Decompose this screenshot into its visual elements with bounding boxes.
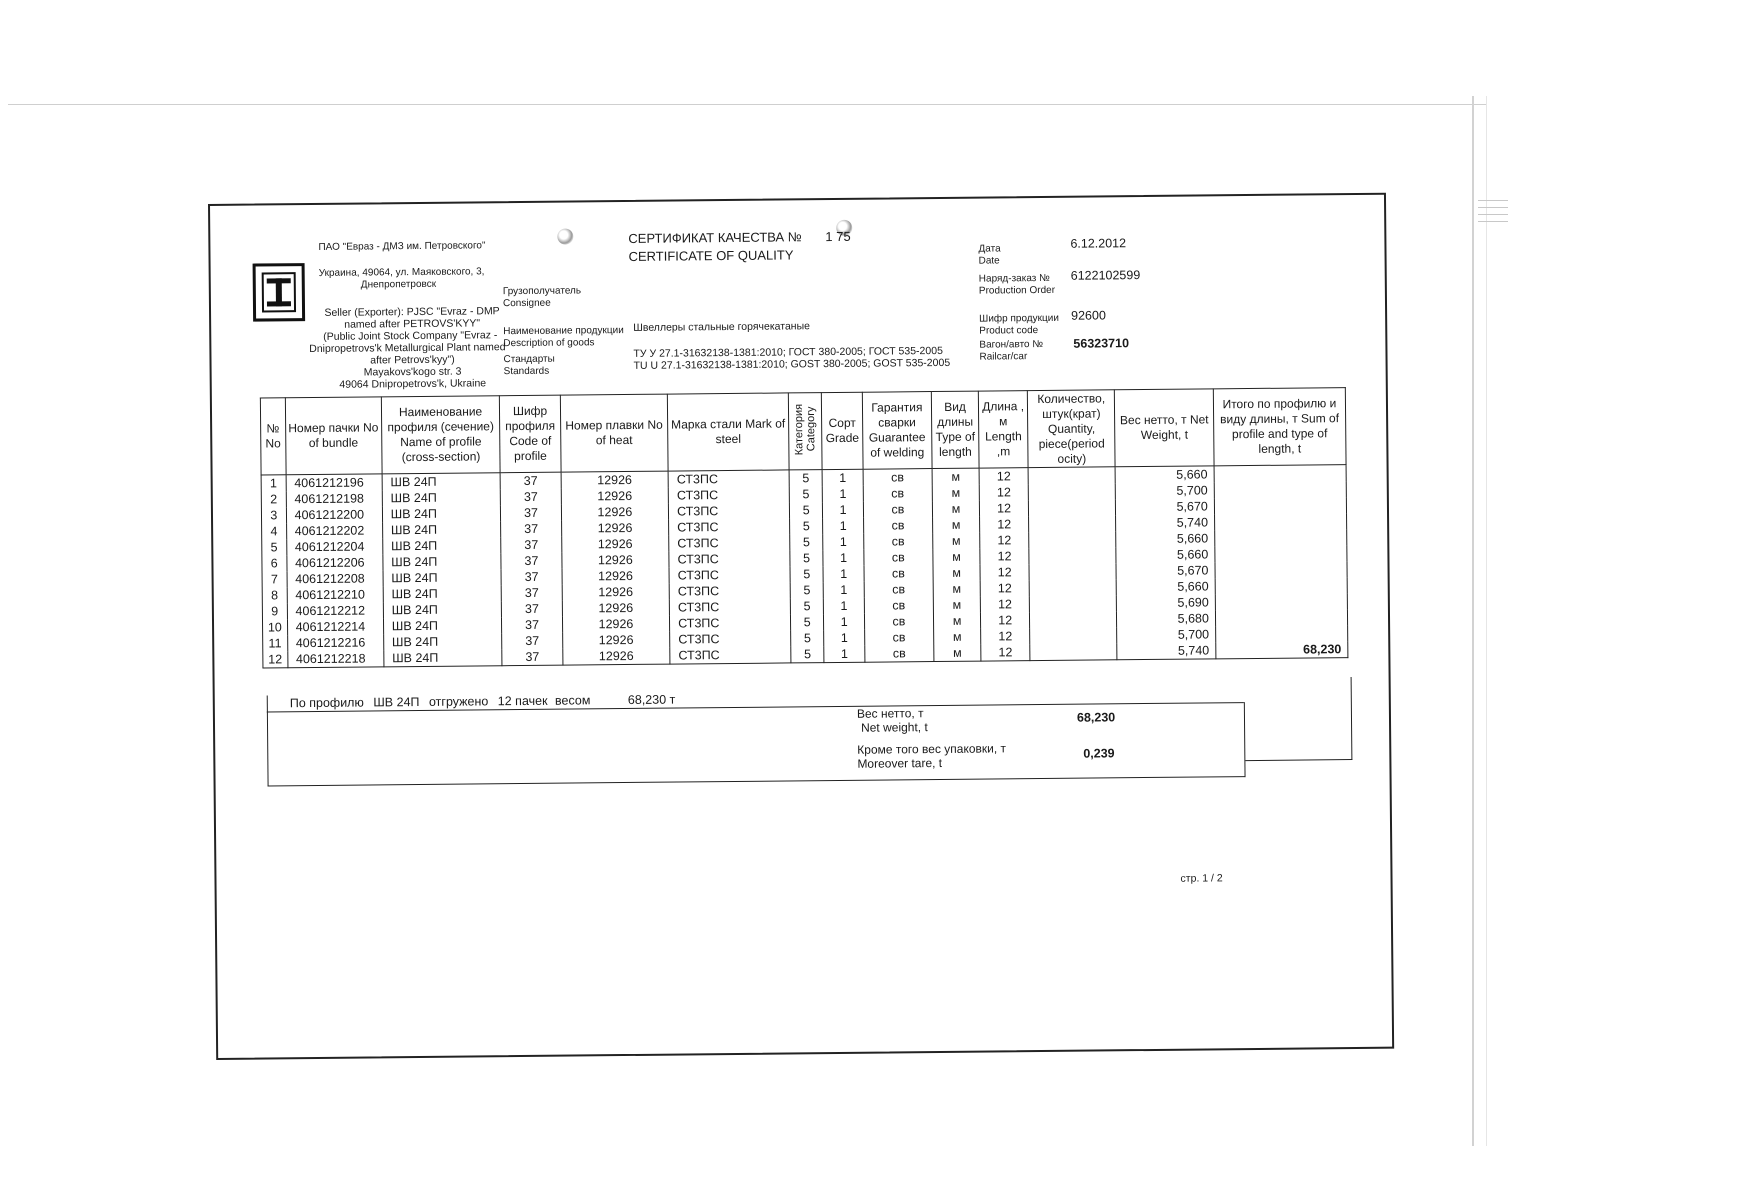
cell-weld: св [864, 597, 933, 614]
cell-qty [1028, 483, 1115, 500]
cell-sum [1214, 497, 1346, 514]
cell-steel: СТ3ПС [669, 518, 790, 535]
product-code-value: 92600 [1071, 308, 1106, 323]
col-header-quantity: Количество, штук(крат) Quantity, piece(period ocity) [1028, 390, 1116, 468]
cell-sum [1215, 545, 1347, 562]
cell-code: 37 [501, 537, 562, 554]
cell-sum [1214, 481, 1346, 498]
standards-value-en: TU U 27.1-31632138-1381:2010; GOST 380-2005; GOST 535-2005 [633, 356, 951, 372]
cell-len: 12 [980, 548, 1029, 564]
cell-steel: СТ3ПС [669, 582, 790, 599]
cell-no: 10 [262, 619, 287, 635]
cell-no: 5 [262, 539, 287, 555]
date-label-en: Date [978, 255, 1000, 267]
cell-heat: 12926 [561, 520, 669, 537]
cell-no: 9 [262, 603, 287, 619]
cell-heat: 12926 [562, 568, 670, 585]
cell-len: 12 [980, 564, 1029, 580]
cell-code: 37 [501, 553, 562, 570]
cell-qty [1028, 467, 1115, 484]
cell-cat: 5 [789, 470, 823, 487]
cell-qty [1030, 627, 1117, 644]
col-header-category-text: Категория Category [793, 403, 818, 456]
seller-en-1: Seller (Exporter): PJSC "Evraz - DMP [324, 305, 500, 319]
cell-heat: 12926 [562, 632, 670, 649]
cell-len: 12 [981, 628, 1030, 644]
cell-weld: св [864, 565, 933, 582]
cell-bundle: 4061212216 [287, 634, 383, 651]
cell-cat: 5 [790, 614, 824, 630]
goods-label-en: Description of goods [503, 337, 595, 350]
col-header-welding: Гарантия сварки Guarantee of welding [862, 392, 932, 470]
tare-label-en: Moreover tare, t [857, 755, 943, 771]
summary-count: 12 пачек [497, 693, 548, 709]
cell-sum [1215, 609, 1347, 626]
col-header-length: Длина , м Length ,m [978, 391, 1028, 468]
col-header-code: Шифр профиля Code of profile [500, 395, 561, 473]
cell-len: 12 [980, 612, 1029, 628]
cell-grade: 1 [824, 582, 864, 598]
cell-net: 5,660 [1116, 546, 1215, 563]
cell-ltype: м [934, 629, 981, 645]
cell-grade: 1 [824, 598, 864, 614]
cell-bundle: 4061212204 [286, 538, 382, 555]
cell-grade: 1 [824, 646, 864, 663]
cell-len: 12 [980, 580, 1029, 596]
cell-steel: СТ3ПС [669, 534, 790, 551]
cell-grade: 1 [823, 550, 863, 566]
cell-len: 12 [981, 644, 1030, 661]
page-number: стр. 1 / 2 [1180, 872, 1223, 885]
cell-ltype: м [934, 645, 981, 662]
cell-heat: 12926 [562, 584, 670, 601]
total-net-label-ru: Вес нетто, т [856, 706, 924, 721]
col-header-profile: Наименование профиля (сечение) Name of profile (cross-section) [381, 396, 500, 474]
col-header-bundle: Номер пачки No of bundle [285, 397, 382, 475]
cell-net: 5,670 [1116, 498, 1215, 515]
cell-qty [1029, 499, 1116, 516]
certificate-title-ru-label: СЕРТИФИКАТ КАЧЕСТВА № [628, 229, 802, 246]
cell-net: 5,740 [1117, 642, 1216, 659]
cell-bundle: 4061212198 [286, 490, 382, 507]
cell-profile: ШВ 24П [383, 553, 502, 570]
certificate-title-ru [628, 230, 850, 245]
cell-profile: ШВ 24П [384, 649, 503, 667]
cell-len: 12 [980, 516, 1029, 532]
cell-heat: 12926 [562, 552, 670, 569]
cell-qty [1029, 531, 1116, 548]
cell-bundle: 4061212212 [287, 602, 383, 619]
cell-grade: 1 [823, 518, 863, 534]
cell-cat: 5 [791, 630, 825, 646]
cell-code: 37 [501, 569, 562, 586]
cell-code: 37 [502, 649, 563, 666]
cell-qty [1029, 579, 1116, 596]
cell-cat: 5 [790, 534, 824, 550]
cell-ltype: м [933, 597, 980, 613]
cell-weld: св [864, 581, 933, 598]
cell-bundle: 4061212218 [287, 650, 383, 667]
col-header-net-weight: Вес нетто, т Net Weight, t [1115, 389, 1214, 467]
seller-en-7: 49064 Dnipropetrovs'k, Ukraine [339, 377, 487, 391]
cell-net: 5,700 [1116, 482, 1215, 499]
cell-no: 8 [262, 587, 287, 603]
seller-address-ru: Украина, 49064, ул. Маяковского, 3, [318, 266, 485, 279]
cell-profile: ШВ 24П [383, 633, 502, 650]
cell-ltype: м [933, 533, 980, 549]
cell-len: 12 [980, 532, 1029, 548]
cell-weld: св [864, 645, 933, 662]
cell-heat: 12926 [562, 600, 670, 617]
cell-no: 4 [262, 523, 287, 539]
standards-label-ru: Стандарты [503, 353, 555, 366]
cell-steel: СТ3ПС [669, 598, 790, 615]
cell-net: 5,690 [1117, 594, 1216, 611]
cell-ltype: м [933, 581, 980, 597]
cell-ltype: м [932, 501, 979, 517]
cell-ltype: м [932, 485, 979, 501]
cell-len: 12 [979, 500, 1028, 516]
cell-cat: 5 [790, 582, 824, 598]
cell-heat: 12926 [561, 488, 669, 505]
certificate-document [210, 195, 1392, 1058]
cell-sum [1215, 625, 1347, 642]
cell-ltype: м [934, 613, 981, 629]
seller-en-6: Mayakovs'kogo str. 3 [363, 365, 462, 379]
consignee-label-ru: Грузополучатель [502, 285, 582, 298]
goods-value: Швеллеры стальные горячекатаные [633, 320, 811, 334]
cell-code: 37 [502, 617, 563, 634]
cell-grade: 1 [824, 630, 864, 646]
order-label-en: Production Order [978, 284, 1056, 297]
cell-profile: ШВ 24П [383, 601, 502, 618]
railcar-label-en: Railcar/car [979, 351, 1028, 363]
cell-code: 37 [501, 505, 562, 522]
cell-grade: 1 [823, 469, 863, 486]
cell-heat: 12926 [562, 616, 670, 633]
certificate-title-en: CERTIFICATE OF QUALITY [628, 247, 794, 264]
cell-cat: 5 [790, 566, 824, 582]
cell-cat: 5 [790, 550, 824, 566]
cell-profile: ШВ 24П [383, 569, 502, 586]
standards-label-en: Standards [503, 365, 550, 378]
cell-steel: СТ3ПС [670, 646, 791, 664]
cell-weld: св [863, 517, 932, 534]
cell-weld: св [864, 613, 933, 630]
cell-weld: св [863, 485, 932, 502]
cell-grade: 1 [823, 486, 863, 502]
total-net-label-en: Net weight, t [860, 720, 928, 735]
cell-steel: СТ3ПС [669, 550, 790, 567]
cell-grade: 1 [823, 566, 863, 582]
cell-qty [1029, 515, 1116, 532]
sheet-edge-right [1472, 96, 1474, 1146]
cell-profile: ШВ 24П [382, 521, 501, 538]
cell-sum [1215, 577, 1347, 594]
col-header-length-type: Вид длины Type of length [931, 391, 979, 468]
cell-no: 7 [262, 571, 287, 587]
quality-table [260, 387, 1349, 668]
cell-code: 37 [501, 489, 562, 506]
cell-net: 5,740 [1116, 514, 1215, 531]
cell-sum [1214, 465, 1346, 483]
cell-net: 5,660 [1116, 466, 1215, 483]
cell-steel: СТ3ПС [669, 566, 790, 583]
cell-cat: 5 [789, 518, 823, 534]
plant-logo-icon [253, 263, 306, 321]
seller-en-2: named after PETROVS'KYY" [344, 317, 481, 331]
totals-box-right [1245, 677, 1353, 761]
seller-en-5: after Petrovs'kyy") [370, 353, 455, 367]
cell-ltype: м [933, 565, 980, 581]
cell-net: 5,680 [1117, 610, 1216, 627]
cell-code: 37 [502, 601, 563, 618]
punch-hole-mark [557, 228, 573, 244]
col-header-sum: Итого по профилю и виду длины, т Sum of profile and type of length, t [1213, 388, 1346, 466]
railcar-label-ru: Вагон/авто № [979, 338, 1044, 351]
cell-heat: 12926 [561, 471, 669, 489]
cell-no: 12 [263, 651, 288, 668]
cell-bundle: 4061212196 [286, 474, 382, 491]
col-header-category [788, 393, 822, 470]
cell-code: 37 [501, 521, 562, 538]
cell-cat: 5 [790, 598, 824, 614]
table-body [261, 465, 1348, 668]
sheet-edge-top [8, 104, 1486, 105]
cell-profile: ШВ 24П [382, 489, 501, 506]
edge-marks [1478, 200, 1508, 260]
cell-grade: 1 [823, 534, 863, 550]
goods-label-ru: Наименование продукции [503, 325, 624, 338]
cell-steel: СТ3ПС [670, 614, 791, 631]
cell-profile: ШВ 24П [382, 505, 501, 522]
summary-profile: ШВ 24П [373, 694, 420, 710]
summary-label-shipped: отгружено [428, 694, 489, 709]
cell-weld: св [864, 549, 933, 566]
cell-heat: 12926 [561, 504, 669, 521]
table-header-row [260, 388, 1346, 475]
cell-weld: св [864, 629, 933, 646]
cell-weld: св [863, 533, 932, 550]
cell-bundle: 4061212202 [286, 522, 382, 539]
cell-steel: СТ3ПС [668, 470, 789, 488]
summary-label-profile: По профилю [289, 695, 364, 711]
cell-ltype: м [933, 517, 980, 533]
cell-steel: СТ3ПС [668, 486, 789, 503]
cell-heat: 12926 [563, 648, 671, 666]
cell-no: 11 [263, 635, 288, 651]
tare-value: 0,239 [1083, 746, 1115, 761]
railcar-value: 56323710 [1073, 336, 1130, 351]
cell-sum [1215, 593, 1347, 610]
cell-no: 1 [261, 475, 286, 492]
cell-grade: 1 [823, 502, 863, 518]
cell-qty [1029, 547, 1116, 564]
date-value: 6.12.2012 [1070, 236, 1127, 251]
col-header-grade: Сорт Grade [822, 392, 863, 469]
cell-sum [1214, 513, 1346, 530]
cell-bundle: 4061212200 [286, 506, 382, 523]
cell-profile: ШВ 24П [382, 537, 501, 554]
cell-no: 2 [261, 491, 286, 507]
cell-heat: 12926 [561, 536, 669, 553]
total-net-value: 68,230 [1076, 710, 1116, 725]
cell-ltype: м [932, 468, 979, 485]
order-value: 6122102599 [1070, 268, 1141, 283]
product-code-label-ru: Шифр продукции [979, 312, 1059, 325]
summary-label-weight: весом [554, 693, 591, 708]
cell-len: 12 [979, 484, 1028, 500]
cell-steel: СТ3ПС [669, 502, 790, 519]
cell-code: 37 [502, 633, 563, 650]
cell-net: 5,660 [1117, 578, 1216, 595]
cell-net: 5,700 [1117, 626, 1216, 643]
seller-city-ru: Днепропетровск [360, 278, 437, 291]
cell-sum: 68,230 [1216, 641, 1348, 659]
cell-ltype: м [933, 549, 980, 565]
cell-sum [1215, 529, 1347, 546]
cell-cat: 5 [789, 486, 823, 502]
cell-bundle: 4061212214 [287, 618, 383, 635]
cell-len: 12 [979, 468, 1028, 485]
summary-weight: 68,230 т [627, 692, 676, 707]
cell-len: 12 [980, 596, 1029, 612]
cell-steel: СТ3ПС [670, 630, 791, 647]
cell-bundle: 4061212206 [286, 554, 382, 571]
seller-en-3: (Public Joint Stock Company "Evraz - [323, 329, 498, 343]
cell-code: 37 [502, 585, 563, 602]
standards-value-ru: ТУ У 27.1-31632138-1381:2010; ГОСТ 380-2005; ГОСТ 535-2005 [633, 344, 943, 360]
cell-profile: ШВ 24П [382, 473, 501, 491]
cell-no: 6 [262, 555, 287, 571]
cell-cat: 5 [789, 502, 823, 518]
cell-bundle: 4061212210 [287, 586, 383, 603]
tare-label-ru: Кроме того вес упаковки, т [857, 741, 1007, 757]
col-header-heat: Номер плавки No of heat [560, 394, 668, 472]
cell-profile: ШВ 24П [383, 585, 502, 602]
cell-qty [1030, 611, 1117, 628]
cell-no: 3 [261, 507, 286, 523]
cell-weld: св [863, 501, 932, 518]
cell-qty [1030, 595, 1117, 612]
cell-net: 5,670 [1116, 562, 1215, 579]
consignee-label-en: Consignee [502, 297, 551, 310]
certificate-number: 1 75 [825, 228, 851, 245]
cell-qty [1030, 643, 1117, 660]
col-header-no: № No [260, 398, 285, 475]
cell-cat: 5 [791, 646, 825, 663]
cell-qty [1029, 563, 1116, 580]
cell-bundle: 4061212208 [287, 570, 383, 587]
order-label-ru: Наряд-заказ № [978, 272, 1050, 285]
product-code-label-en: Product code [979, 325, 1039, 337]
col-header-steel: Марка стали Mark of steel [667, 393, 789, 471]
certificate-frame [208, 193, 1394, 1060]
cell-code: 37 [500, 472, 561, 489]
cell-profile: ШВ 24П [383, 617, 502, 634]
cell-sum [1215, 561, 1347, 578]
cell-net: 5,660 [1116, 530, 1215, 547]
cell-weld: св [863, 469, 932, 486]
cell-grade: 1 [824, 614, 864, 630]
seller-name-ru: ПАО "Евраз - ДМЗ им. Петровского" [318, 240, 486, 253]
date-label-ru: Дата [978, 243, 1001, 255]
seller-en-4: Dnipropetrovs'k Metallurgical Plant named [309, 341, 506, 356]
